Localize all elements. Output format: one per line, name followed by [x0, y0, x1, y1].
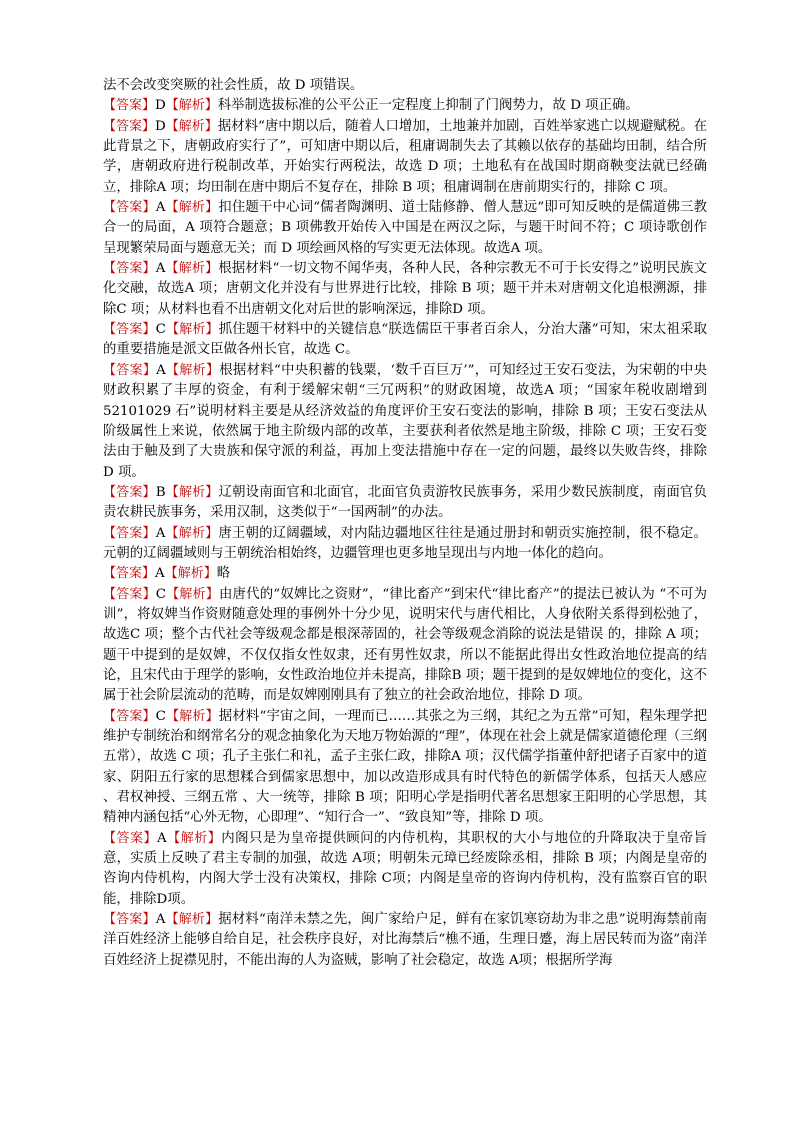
answer-entry [103, 96, 707, 116]
answer-label: 【答案】 [103, 484, 156, 500]
analysis-text: 据材料“宇宙之间，一理而已……其张之为三纲，其纪之为五常”可知，程朱理学把维护专制统治和纲常名分的观念抽象化为天地万物始源的“理”，体现在社会上就是儒家道德伦理（三纲五常），故选 C 项；孔子主张仁和礼，孟子主张仁政，排除A 项；汉代儒学指董仲舒把诸子百家中的道家、阴阳五行家的思想糅合到儒家思想中，加以改造形成具有时代特色的新儒学体系，包括天人感应 、君权神授、三纲五常 、大一统等，排除 B 项；阳明心学是指明代著名思想家王阳明的心学思想，其精神内涵包括“心外无物，心即理”、“知行合一”、“致良知”等，排除 D 项。 [103, 708, 707, 826]
analysis-text: 内阁只是为皇帝提供顾问的内侍机构，其职权的大小与地位的升降取决于皇帝旨意，实质上反映了君主专制的加强，故选 A项；明朝朱元璋已经废除丞相，排除 B 项；内阁是皇帝的咨询内侍机构，内阁大学士没有决策权，排除 C项；内阁是皇帝的咨询内侍机构，没有监察百官的职能，排除D项。 [103, 830, 707, 907]
answer-choice: D [155, 118, 166, 134]
answer-label: 【答案】 [103, 586, 156, 602]
answer-entry [103, 259, 707, 320]
answer-entry [103, 707, 707, 829]
analysis-text: 根据材料“中央积蓄的钱粟，‘数千百巨万’”，可知经过王安石变法，为宋朝的中央财政积累了丰厚的资金，有利于缓解宋朝“三冗两积”的财政困境，故选A 项；“国家年税收剧增到 52101029 石”说明材料主要是从经济效益的角度评价王安石变法的影响，排除 B 项；王安石变法从阶级属性上来说，依然属于地主阶级内部的改革，主要获利者依然是地主阶级，排除 C 项；王安石变法由于触及到了大贵族和保守派的利益，再加上变法措施中存在一定的问题，最终以失败告终，排除 D 项。 [103, 362, 707, 480]
answer-entry [103, 829, 707, 910]
document-page [103, 76, 707, 971]
answer-choice: A [156, 362, 166, 378]
analysis-text: 根据材料“一切文物不闻华夷，各种人民，各种宗教无不可于长安得之”说明民族文化交融，故选A 项；唐朝文化并没有与世界进行比较，排除 B 项；题干并未对唐朝文化追根溯源，排除C 项；从材料也看不出唐朝文化对后世的影响深远，排除D 项。 [103, 261, 707, 317]
answer-entry [103, 320, 707, 361]
analysis-text: 科举制选拔标准的公平公正一定程度上抑制了门阀势力，故 D 项正确。 [217, 98, 639, 114]
analysis-label: 【解析】 [165, 261, 219, 277]
analysis-text: 抓住题干材料中的关键信息“朕选儒臣干事者百余人，分治大藩”可知，宋太祖采取的重要措施是派文臣做各州长官，故选 C。 [103, 322, 707, 358]
answer-entry [103, 910, 707, 971]
answer-choice: C [155, 586, 167, 602]
answer-entry [103, 524, 707, 565]
answer-label: 【答案】 [103, 830, 158, 846]
analysis-text: 唐王朝的辽阔疆域，对内陆边疆地区往往是通过册封和朝贡实施控制，很不稳定。元朝的辽阔疆域则与王朝统治相始终，边疆管理也更多地呈现出与内地一体化的趋向。 [103, 525, 707, 561]
answer-choice: B [155, 484, 166, 500]
analysis-label: 【解析】 [166, 586, 219, 602]
analysis-text: 由唐代的“奴婢比之资财”，“律比畜产”到宋代“律比畜产”的提法已被认为 “不可为训”，将奴婢当作资财随意处理的事例外十分少见，说明宋代与唐代相比，人身依附关系得到松弛了，故选C 项；整个古代社会等级观念都是根深蒂固的，社会等级观念消除的说法是错误 的，排除 A 项；题干中提到的是奴婢，不仅仅指女性奴隶，还有男性奴隶，所以不能据此得出女性政治地位提高的结论，且宋代由于理学的影响，女性政治地位并未提高，排除B 项；题干提到的是奴婢地位的变化，这不属于社会阶层流动的范畴，而是奴婢刚刚具有了独立的社会政治地位，排除 D 项。 [103, 586, 707, 704]
answer-entry [103, 198, 707, 259]
analysis-label: 【解析】 [165, 322, 219, 338]
analysis-label: 【解析】 [165, 200, 219, 216]
answer-choice: A [155, 566, 165, 582]
answer-label: 【答案】 [103, 322, 156, 338]
analysis-label: 【解析】 [165, 484, 219, 500]
answer-entry [103, 117, 707, 198]
analysis-text: 据材料“唐中期以后，随着人口增加，土地兼并加剧，百姓举家逃亡以规避赋税。在此背景之下，唐朝政府实行了”，可知唐中期以后，租庸调制失去了其赖以依存的基础均田制，结合所学，唐朝政府进行税制改革，开始实行两税法，故选 D 项；土地私有在战国时期商鞅变法就已经确立，排除A 项；均田制在唐中期后不复存在，排除 B 项；租庸调制在唐前期实行的，排除 C 项。 [103, 118, 707, 195]
answer-choice: C [155, 708, 166, 724]
answer-label: 【答案】 [103, 912, 156, 928]
analysis-label: 【解析】 [164, 566, 217, 582]
answer-entry [103, 585, 707, 707]
answer-choice: A [155, 525, 166, 541]
answer-entry [103, 564, 707, 584]
answer-entry [103, 483, 707, 524]
answer-choice: D [155, 98, 166, 114]
answer-label: 【答案】 [103, 200, 156, 216]
answer-choice: A [155, 912, 166, 928]
analysis-text: 据材料“南洋未禁之先，闽广家给户足，鲜有在家饥寒窃劫为非之患”说明海禁前南洋百姓经济上能够自给自足，社会秩序良好，对比海禁后“樵不通，生理日蹙，海上居民转而为盗”南洋百姓经济上捉襟见肘，不能出海的人为盗贼，影响了社会稳定，故选 A项；根据所学海 [103, 912, 707, 968]
answer-list [103, 96, 707, 971]
analysis-label: 【解析】 [165, 912, 219, 928]
answer-label: 【答案】 [103, 98, 156, 114]
analysis-label: 【解析】 [165, 362, 220, 378]
answer-choice: A [155, 200, 166, 216]
answer-label: 【答案】 [103, 261, 156, 277]
answer-label: 【答案】 [103, 708, 156, 724]
analysis-text: 扣住题干中心词“儒者陶渊明、道士陆修静、僧人慧远”即可知反映的是儒道佛三教合一的局面，A 项符合题意；B 项佛教开始传入中国是在两汉之际，与题干时间不符；C 项诗歌创作呈现繁荣局面与题意无关；而 D 项绘画风格的写实更无法体现。故选A 项。 [103, 200, 707, 256]
lead-paragraph [103, 76, 707, 96]
answer-label: 【答案】 [103, 118, 156, 134]
answer-choice: A [155, 261, 166, 277]
paragraph-text: 法不会改变突厥的社会性质，故 D 项错误。 [103, 78, 364, 93]
analysis-text: 辽朝设南面官和北面官，北面官负责游牧民族事务，采用少数民族制度，南面官负责农耕民族事务，采用汉制，这类似于“一国两制”的办法。 [103, 484, 707, 521]
analysis-label: 【解析】 [165, 525, 219, 541]
analysis-label: 【解析】 [165, 118, 218, 134]
answer-choice: C [155, 322, 166, 338]
answer-entry [103, 361, 707, 483]
answer-choice: A [157, 830, 167, 846]
answer-label: 【答案】 [103, 362, 157, 378]
analysis-text: 略 [216, 566, 231, 582]
analysis-label: 【解析】 [165, 98, 218, 114]
analysis-label: 【解析】 [166, 830, 222, 846]
answer-label: 【答案】 [103, 566, 156, 582]
answer-label: 【答案】 [103, 525, 156, 541]
analysis-label: 【解析】 [165, 708, 219, 724]
